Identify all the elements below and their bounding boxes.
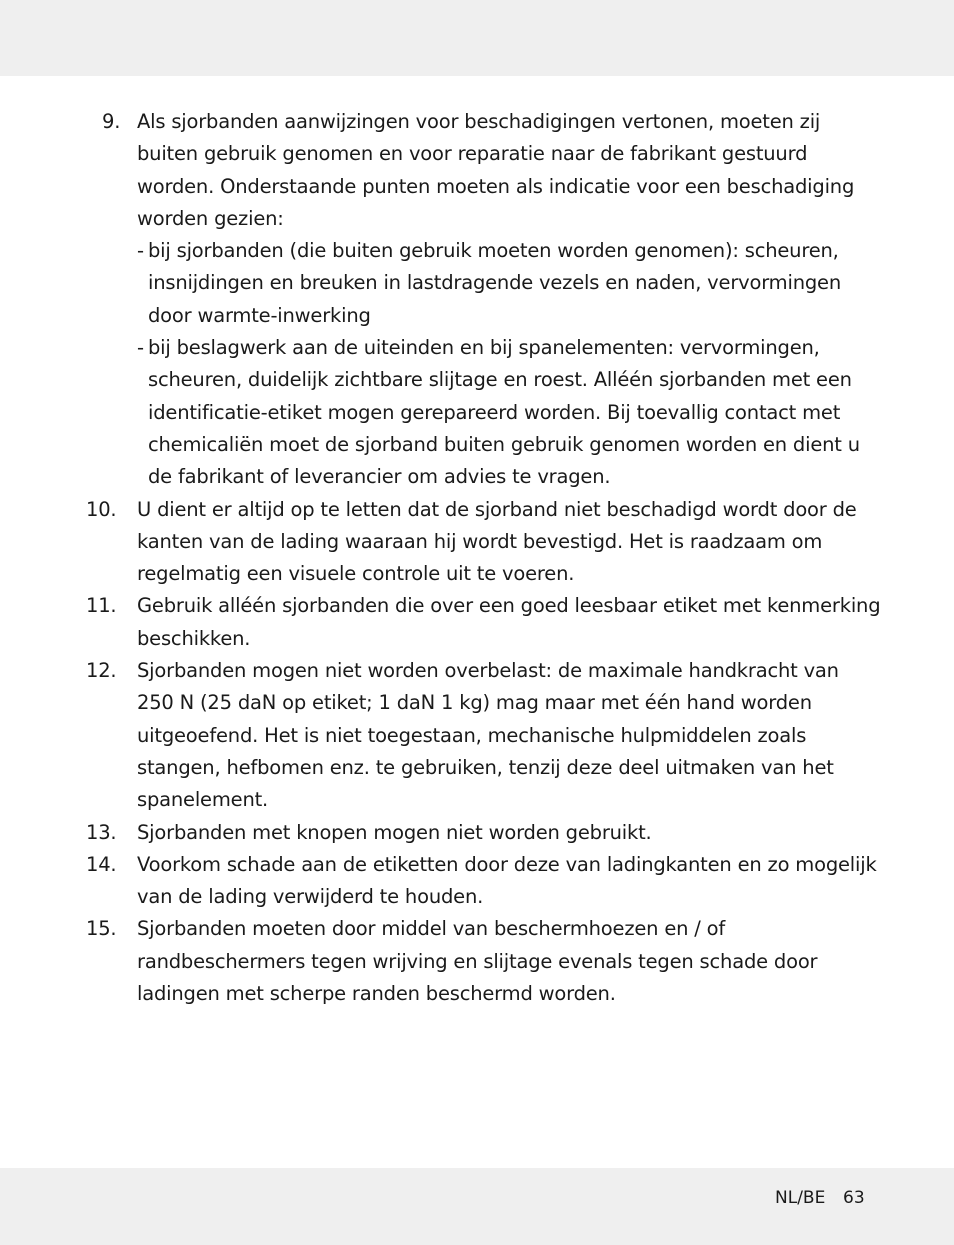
item-number: 10. [86,497,117,521]
dash-marker: - [137,239,144,263]
item-text: Gebruik alléén sjorbanden die over een goed leesbaar etiket met kenmerking beschikken. [137,594,881,650]
item-text: Voorkom schade aan de etiketten door deze van ladingkanten en zo mogelijk van de lading verwijderd te houden. [137,852,877,909]
list-item-15 [0,913,881,1010]
header-band [0,0,954,76]
sub-item [137,332,868,493]
item-number: 11. [86,594,117,618]
list-item-11 [0,590,881,655]
item-text: Als sjorbanden aanwijzingen voor beschadigingen vertonen, moeten zij buiten gebruik genomen en voor reparatie naar de fabrikant gestuurd worden. Onderstaande punten moeten als indicatie voor een beschadiging worden gezien: [137,110,855,230]
item-number: 12. [86,659,117,683]
page-number: 63 [843,1188,865,1208]
list-item-9 [0,106,881,494]
item-text: Sjorbanden met knopen mogen niet worden gebruikt. [137,820,652,844]
item-text: Sjorbanden moeten door middel van beschermhoezen en / of randbeschermers tegen wrijving en slijtage evenals tegen schade door ladingen met scherpe randen beschermd worden. [137,917,818,1006]
item-number: 15. [86,917,117,941]
item-number: 14. [86,852,117,876]
list-item-13 [0,817,881,849]
sub-item-text: bij beslagwerk aan de uiteinden en bij spanelementen: vervormingen, scheuren, duidelijk zichtbare slijtage en roest. Alléén sjorbanden met een identificatie-etiket mogen gerepareerd worden. Bij toevallig contact met chemicaliën moet de sjorband buiten gebruik genomen worden en dient u de fabrikant of leverancier om advies te vragen. [148,336,860,489]
sub-item [137,235,868,332]
item-number: 9. [102,110,121,133]
footer-language: NL/BE [775,1188,826,1208]
sub-item-text: bij sjorbanden (die buiten gebruik moeten worden genomen): scheuren, insnijdingen en breuken in lastdragende vezels en naden, vervormingen door warmte-inwerking [148,239,841,327]
list-item-12 [0,655,881,816]
list-item-14 [0,849,881,914]
instruction-list [0,106,954,1010]
item-text: Sjorbanden mogen niet worden overbelast: de maximale handkracht van 250 N (25 daN op etiket; 1 daN 1 kg) mag maar met één hand worden uitgeoefend. Het is niet toegestaan, mechanische hulpmiddelen zoals stangen, hefbomen enz. te gebruiken, tenzij deze deel uitmaken van het spanelement. [137,659,839,812]
list-item-10 [0,494,881,591]
item-text: U dient er altijd op te letten dat de sjorband niet beschadigd wordt door de kanten van de lading waaraan hij wordt bevestigd. Het is raadzaam om regelmatig een visuele controle uit te voeren. [137,497,857,586]
dash-marker: - [137,336,144,360]
item-number: 13. [86,820,117,844]
